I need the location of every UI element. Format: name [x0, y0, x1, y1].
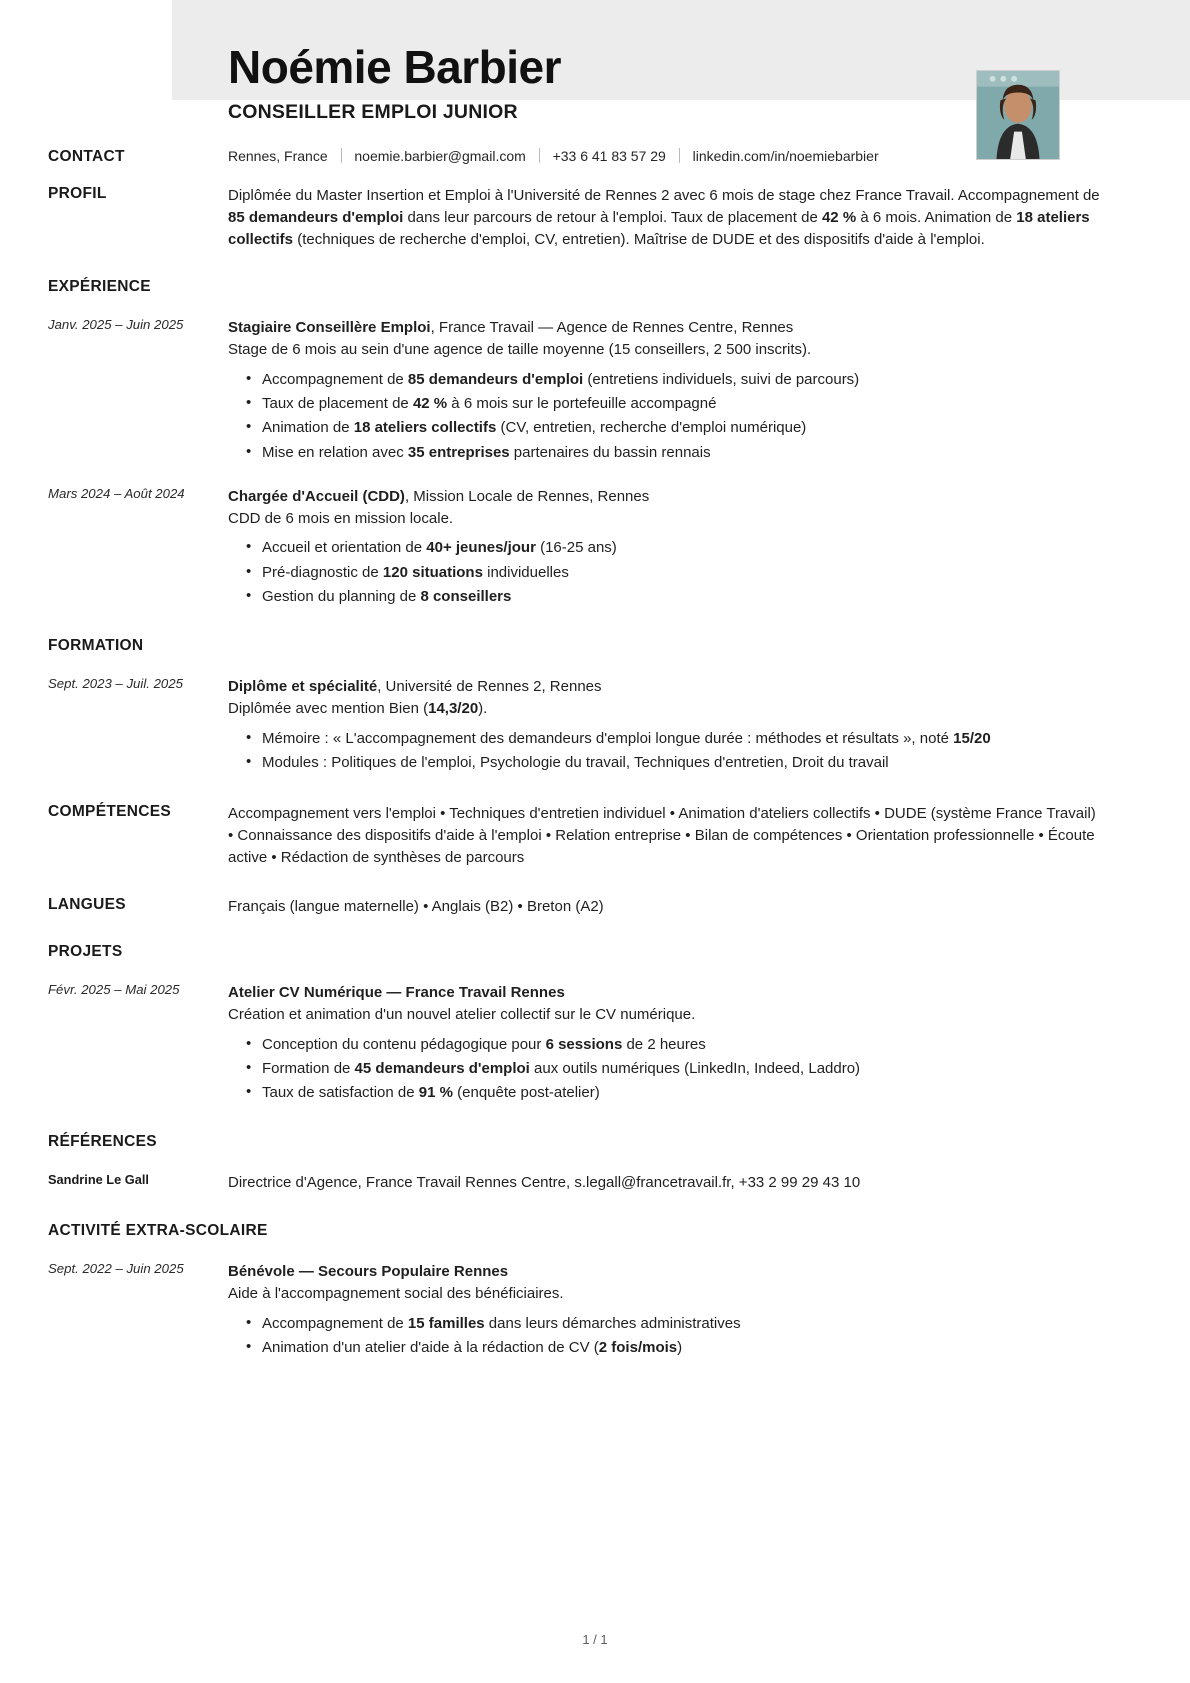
section-label-formation: FORMATION [48, 637, 144, 654]
project-entry-body [228, 982, 1190, 1105]
project-entry-dates: Févr. 2025 – Mai 2025 [48, 982, 180, 997]
formation-label-col [48, 637, 228, 655]
extracurricular-section-header [0, 1222, 1190, 1240]
reference-entry-body [228, 1172, 1190, 1194]
experience-entry-bullet-list [228, 536, 1100, 608]
contact-divider-1 [341, 148, 342, 163]
extracurricular-entry-title: Bénévole — Secours Populaire Rennes [228, 1263, 509, 1280]
formation-section-header [0, 637, 1190, 655]
languages-label-col [48, 896, 228, 914]
list-item: • Taux de satisfaction de 91 % (enquête post-atelier) [262, 1081, 1100, 1104]
page-footer [0, 1632, 1190, 1647]
formation-entry-bullet-list [228, 727, 1100, 775]
contact-phone[interactable]: +33 6 41 83 57 29 [552, 148, 666, 164]
experience-entry-dates: Janv. 2025 – Juin 2025 [48, 317, 184, 333]
experience-entry-subtitle: Stage de 6 mois au sein d'une agence de taille moyenne (15 conseillers, 2 500 inscrits). [228, 341, 812, 358]
formation-entries [0, 676, 1190, 775]
list-item: • Modules : Politiques de l'emploi, Psychologie du travail, Techniques d'entretien, Droit du travail [262, 751, 1100, 774]
profile-body-col [228, 185, 1190, 250]
section-label-profil: PROFIL [48, 185, 107, 202]
formation-entry [0, 676, 1190, 775]
extracurricular-entry-bullet-list [228, 1312, 1100, 1360]
experience-entry-title: Chargée d'Accueil (CDD), Mission Locale de Rennes, Rennes [228, 487, 650, 505]
project-entry-title: Atelier CV Numérique — France Travail Rennes [228, 984, 565, 1001]
reference-entry-name: Sandrine Le Gall [48, 1172, 149, 1188]
contact-linkedin[interactable]: linkedin.com/in/noemiebarbier [692, 148, 879, 164]
list-item: • Mise en relation avec 35 entreprises partenaires du bassin rennais [262, 441, 1100, 464]
contact-divider-3 [679, 148, 680, 163]
projects-section-header [0, 943, 1190, 961]
formation-entry-dates: Sept. 2023 – Juil. 2025 [48, 676, 183, 691]
extracurricular-entry-body [228, 1261, 1190, 1360]
experience-label-col [48, 278, 228, 296]
skills-label-col [48, 803, 228, 821]
section-label-references: RÉFÉRENCES [48, 1133, 157, 1151]
experience-entry [0, 317, 1190, 465]
list-item: • Animation de 18 ateliers collectifs (CV, entretien, recherche d'emploi numérique) [262, 416, 1100, 439]
list-item: • Mémoire : « L'accompagnement des demandeurs d'emploi longue durée : méthodes et résultats », noté 15/20 [262, 727, 1100, 750]
languages-section [0, 896, 1190, 918]
contact-line [228, 148, 1100, 164]
extracurricular-entry-meta [48, 1261, 228, 1276]
projects-entries [0, 982, 1190, 1105]
list-item: • Animation d'un atelier d'aide à la rédaction de CV (2 fois/mois) [262, 1336, 1100, 1359]
job-title-subtitle: CONSEILLER EMPLOI JUNIOR [228, 101, 518, 123]
formation-entry-body [228, 676, 1190, 775]
languages-text: Français (langue maternelle) • Anglais (B2) • Breton (A2) [228, 898, 604, 916]
experience-section-header [0, 278, 1190, 296]
experience-entries [0, 317, 1190, 609]
extracurricular-entry [0, 1261, 1190, 1360]
experience-entry-body [228, 486, 1190, 609]
extracurricular-entries [0, 1261, 1190, 1360]
project-entry-meta [48, 982, 228, 997]
list-item: • Conception du contenu pédagogique pour 6 sessions de 2 heures [262, 1033, 1100, 1056]
section-label-competences: COMPÉTENCES [48, 803, 172, 820]
experience-entry-dates: Mars 2024 – Août 2024 [48, 485, 185, 501]
formation-entry-subtitle: Diplômée avec mention Bien (14,3/20). [228, 699, 488, 717]
experience-entry-meta [48, 486, 228, 501]
profile-label-col [48, 185, 228, 203]
list-item: • Accueil et orientation de 40+ jeunes/jour (16-25 ans) [262, 536, 1100, 559]
section-label-projets: PROJETS [48, 943, 123, 960]
project-entry-bullet-list [228, 1033, 1100, 1105]
list-item: • Accompagnement de 85 demandeurs d'emploi (entretiens individuels, suivi de parcours) [262, 368, 1100, 391]
project-entry-subtitle: Création et animation d'un nouvel atelier collectif sur le CV numérique. [228, 1005, 696, 1023]
references-label-col [48, 1133, 228, 1151]
references-section-header [0, 1133, 1190, 1151]
extracurricular-label-col [48, 1222, 268, 1240]
experience-entry-meta [48, 317, 228, 332]
experience-entry-subtitle: CDD de 6 mois en mission locale. [228, 509, 454, 527]
list-item: • Taux de placement de 42 % à 6 mois sur le portefeuille accompagné [262, 392, 1100, 415]
avatar-illustration [977, 71, 1059, 159]
profile-summary-text: Diplômée du Master Insertion et Emploi à l'Université de Rennes 2 avec 6 mois de stage chez France Travail. Accompagnement de 85 demandeurs d'emploi dans leur parcours de retour à l'emploi. Taux de placement de 42 % à 6 mois. Animation de 18 ateliers collectifs (techniques de recherche d'emploi, CV, entretien). Maîtrise de DUDE et des dispositifs d'aide à l'emploi. [228, 187, 1100, 248]
page-title: Noémie Barbier [228, 41, 562, 93]
skills-text: Accompagnement vers l'emploi • Techniques d'entretien individuel • Animation d'ateliers collectifs • DUDE (système France Travail) • Connaissance des dispositifs d'aide à l'emploi • Relation entreprise • Bilan de compétences • Orientation professionnelle • Écoute active • Rédaction de synthèses de parcours [228, 805, 1096, 866]
references-entries [0, 1172, 1190, 1194]
contact-location: Rennes, France [228, 148, 328, 164]
projects-label-col [48, 943, 228, 961]
languages-body-col [228, 896, 1190, 918]
experience-entry-bullet-list [228, 368, 1100, 464]
section-label-extra-scolaire: ACTIVITÉ EXTRA-SCOLAIRE [48, 1222, 268, 1239]
profile-section [0, 185, 1190, 250]
page-indicator: 1 / 1 [582, 1632, 608, 1647]
project-entry [0, 982, 1190, 1105]
list-item: • Pré-diagnostic de 120 situations individuelles [262, 561, 1100, 584]
experience-entry [0, 486, 1190, 609]
reference-entry-meta [48, 1172, 228, 1187]
contact-email[interactable]: noemie.barbier@gmail.com [354, 148, 526, 164]
list-item: • Formation de 45 demandeurs d'emploi aux outils numériques (LinkedIn, Indeed, Laddro) [262, 1057, 1100, 1080]
list-item: • Accompagnement de 15 familles dans leurs démarches administratives [262, 1312, 1100, 1335]
section-label-langues: LANGUES [48, 896, 126, 914]
skills-body-col [228, 803, 1190, 868]
section-label-experience: EXPÉRIENCE [48, 278, 151, 296]
list-item: • Gestion du planning de 8 conseillers [262, 585, 1100, 608]
formation-entry-title: Diplôme et spécialité, Université de Rennes 2, Rennes [228, 678, 602, 695]
formation-entry-meta [48, 676, 228, 691]
experience-entry-title: Stagiaire Conseillère Emploi, France Travail — Agence de Rennes Centre, Rennes [228, 319, 794, 337]
resume-header [0, 0, 1190, 124]
extracurricular-entry-dates: Sept. 2022 – Juin 2025 [48, 1261, 184, 1276]
experience-entry-body [228, 317, 1190, 465]
avatar [976, 70, 1060, 160]
extracurricular-entry-subtitle: Aide à l'accompagnement social des bénéficiaires. [228, 1284, 564, 1302]
skills-section [0, 803, 1190, 868]
contact-label-col [48, 148, 228, 166]
reference-entry-details: Directrice d'Agence, France Travail Rennes Centre, s.legall@francetravail.fr, +33 2 99 29 43 10 [228, 1174, 861, 1192]
reference-entry [0, 1172, 1190, 1194]
contact-divider-2 [539, 148, 540, 163]
section-label-contact: CONTACT [48, 148, 125, 165]
